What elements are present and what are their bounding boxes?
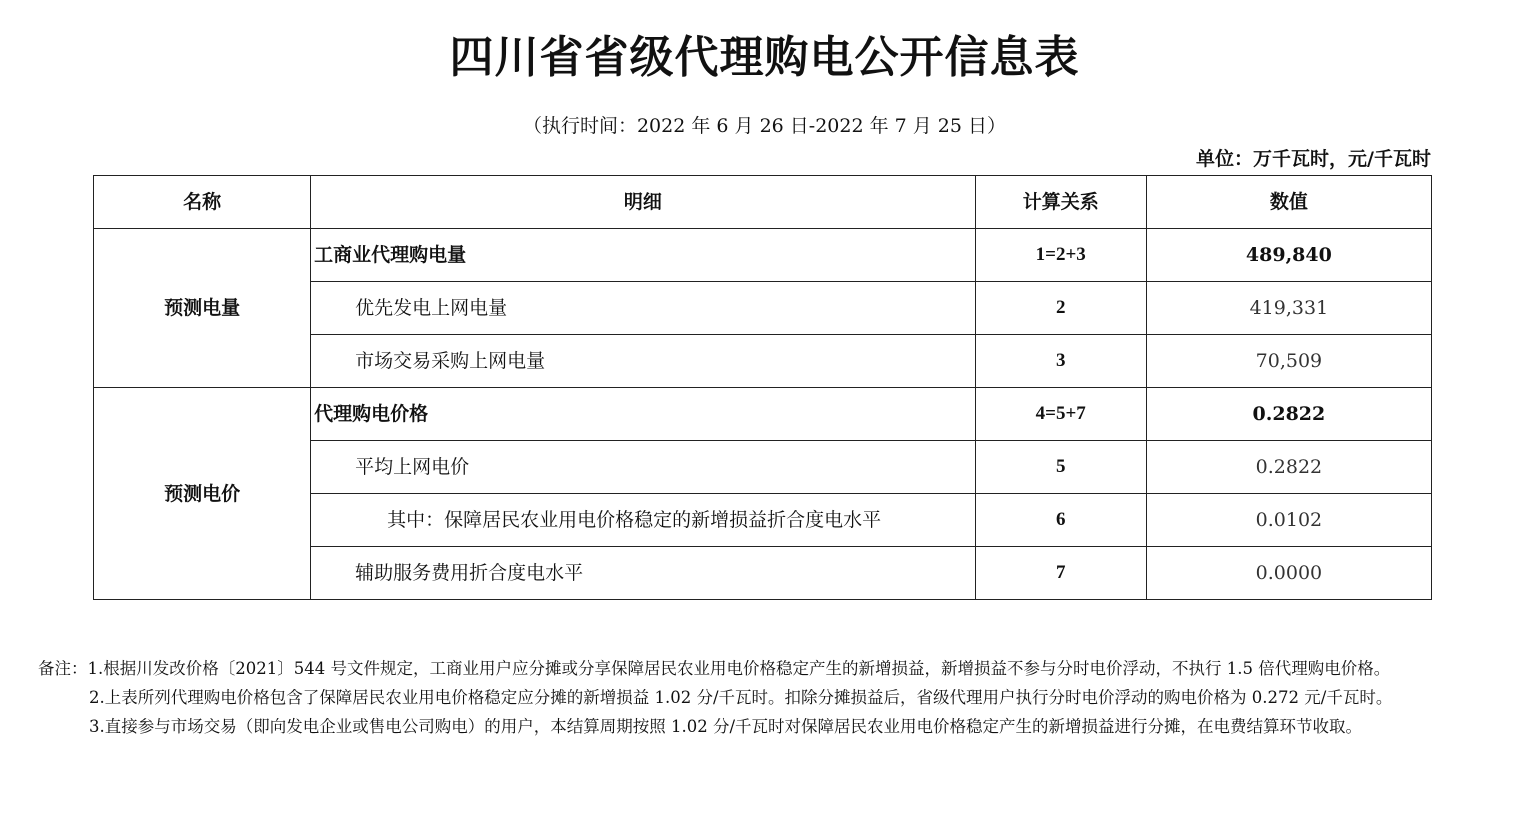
remark-line-1: 备注：1.根据川发改价格〔2021〕544 号文件规定，工商业用户应分摊或分享保障居民农业用电价格稳定产生的新增损益，新增损益不参与分时电价浮动，不执行 1.5 倍代理购电价格。 bbox=[38, 659, 1391, 678]
unit-label: 单位：万千瓦时，元/千瓦时 bbox=[1196, 148, 1431, 170]
detail-cell: 平均上网电价 bbox=[311, 441, 975, 494]
value-cell: 0.2822 bbox=[1146, 441, 1431, 494]
value-cell: 0.0102 bbox=[1146, 494, 1431, 547]
detail-cell: 优先发电上网电量 bbox=[311, 282, 975, 335]
table-row bbox=[94, 229, 1432, 282]
calc-cell: 2 bbox=[975, 282, 1146, 335]
calc-cell: 1=2+3 bbox=[975, 229, 1146, 282]
header-calc: 计算关系 bbox=[975, 176, 1146, 229]
detail-cell: 其中：保障居民农业用电价格稳定的新增损益折合度电水平 bbox=[311, 494, 975, 547]
remarks-section bbox=[38, 654, 1518, 741]
table-header-row bbox=[94, 176, 1432, 229]
value-cell: 489,840 bbox=[1146, 229, 1431, 282]
detail-cell: 代理购电价格 bbox=[311, 388, 975, 441]
header-name: 名称 bbox=[94, 176, 311, 229]
table-row bbox=[94, 388, 1432, 441]
header-detail: 明细 bbox=[311, 176, 975, 229]
detail-cell: 市场交易采购上网电量 bbox=[311, 335, 975, 388]
page-title: 四川省省级代理购电公开信息表 bbox=[449, 32, 1080, 83]
value-cell: 419,331 bbox=[1146, 282, 1431, 335]
calc-cell: 5 bbox=[975, 441, 1146, 494]
purchase-info-table bbox=[93, 175, 1432, 600]
group-name-forecast-price: 预测电价 bbox=[94, 388, 311, 600]
group-name-forecast-volume: 预测电量 bbox=[94, 229, 311, 388]
remark-line-2: 2.上表所列代理购电价格包含了保障居民农业用电价格稳定应分摊的新增损益 1.02 分/千瓦时。扣除分摊损益后，省级代理用户执行分时电价浮动的购电价格为 0.272 元/千瓦时。 bbox=[89, 688, 1393, 707]
calc-cell: 3 bbox=[975, 335, 1146, 388]
calc-cell: 7 bbox=[975, 547, 1146, 600]
header-value: 数值 bbox=[1146, 176, 1431, 229]
detail-cell: 辅助服务费用折合度电水平 bbox=[311, 547, 975, 600]
value-cell: 0.0000 bbox=[1146, 547, 1431, 600]
calc-cell: 4=5+7 bbox=[975, 388, 1146, 441]
calc-cell: 6 bbox=[975, 494, 1146, 547]
remark-line-3: 3.直接参与市场交易（即向发电企业或售电公司购电）的用户，本结算周期按照 1.02 分/千瓦时对保障居民农业用电价格稳定产生的新增损益进行分摊，在电费结算环节收取。 bbox=[89, 717, 1363, 736]
execution-period: （执行时间：2022 年 6 月 26 日-2022 年 7 月 25 日） bbox=[522, 115, 1007, 137]
detail-cell: 工商业代理购电量 bbox=[311, 229, 975, 282]
value-cell: 70,509 bbox=[1146, 335, 1431, 388]
value-cell: 0.2822 bbox=[1146, 388, 1431, 441]
